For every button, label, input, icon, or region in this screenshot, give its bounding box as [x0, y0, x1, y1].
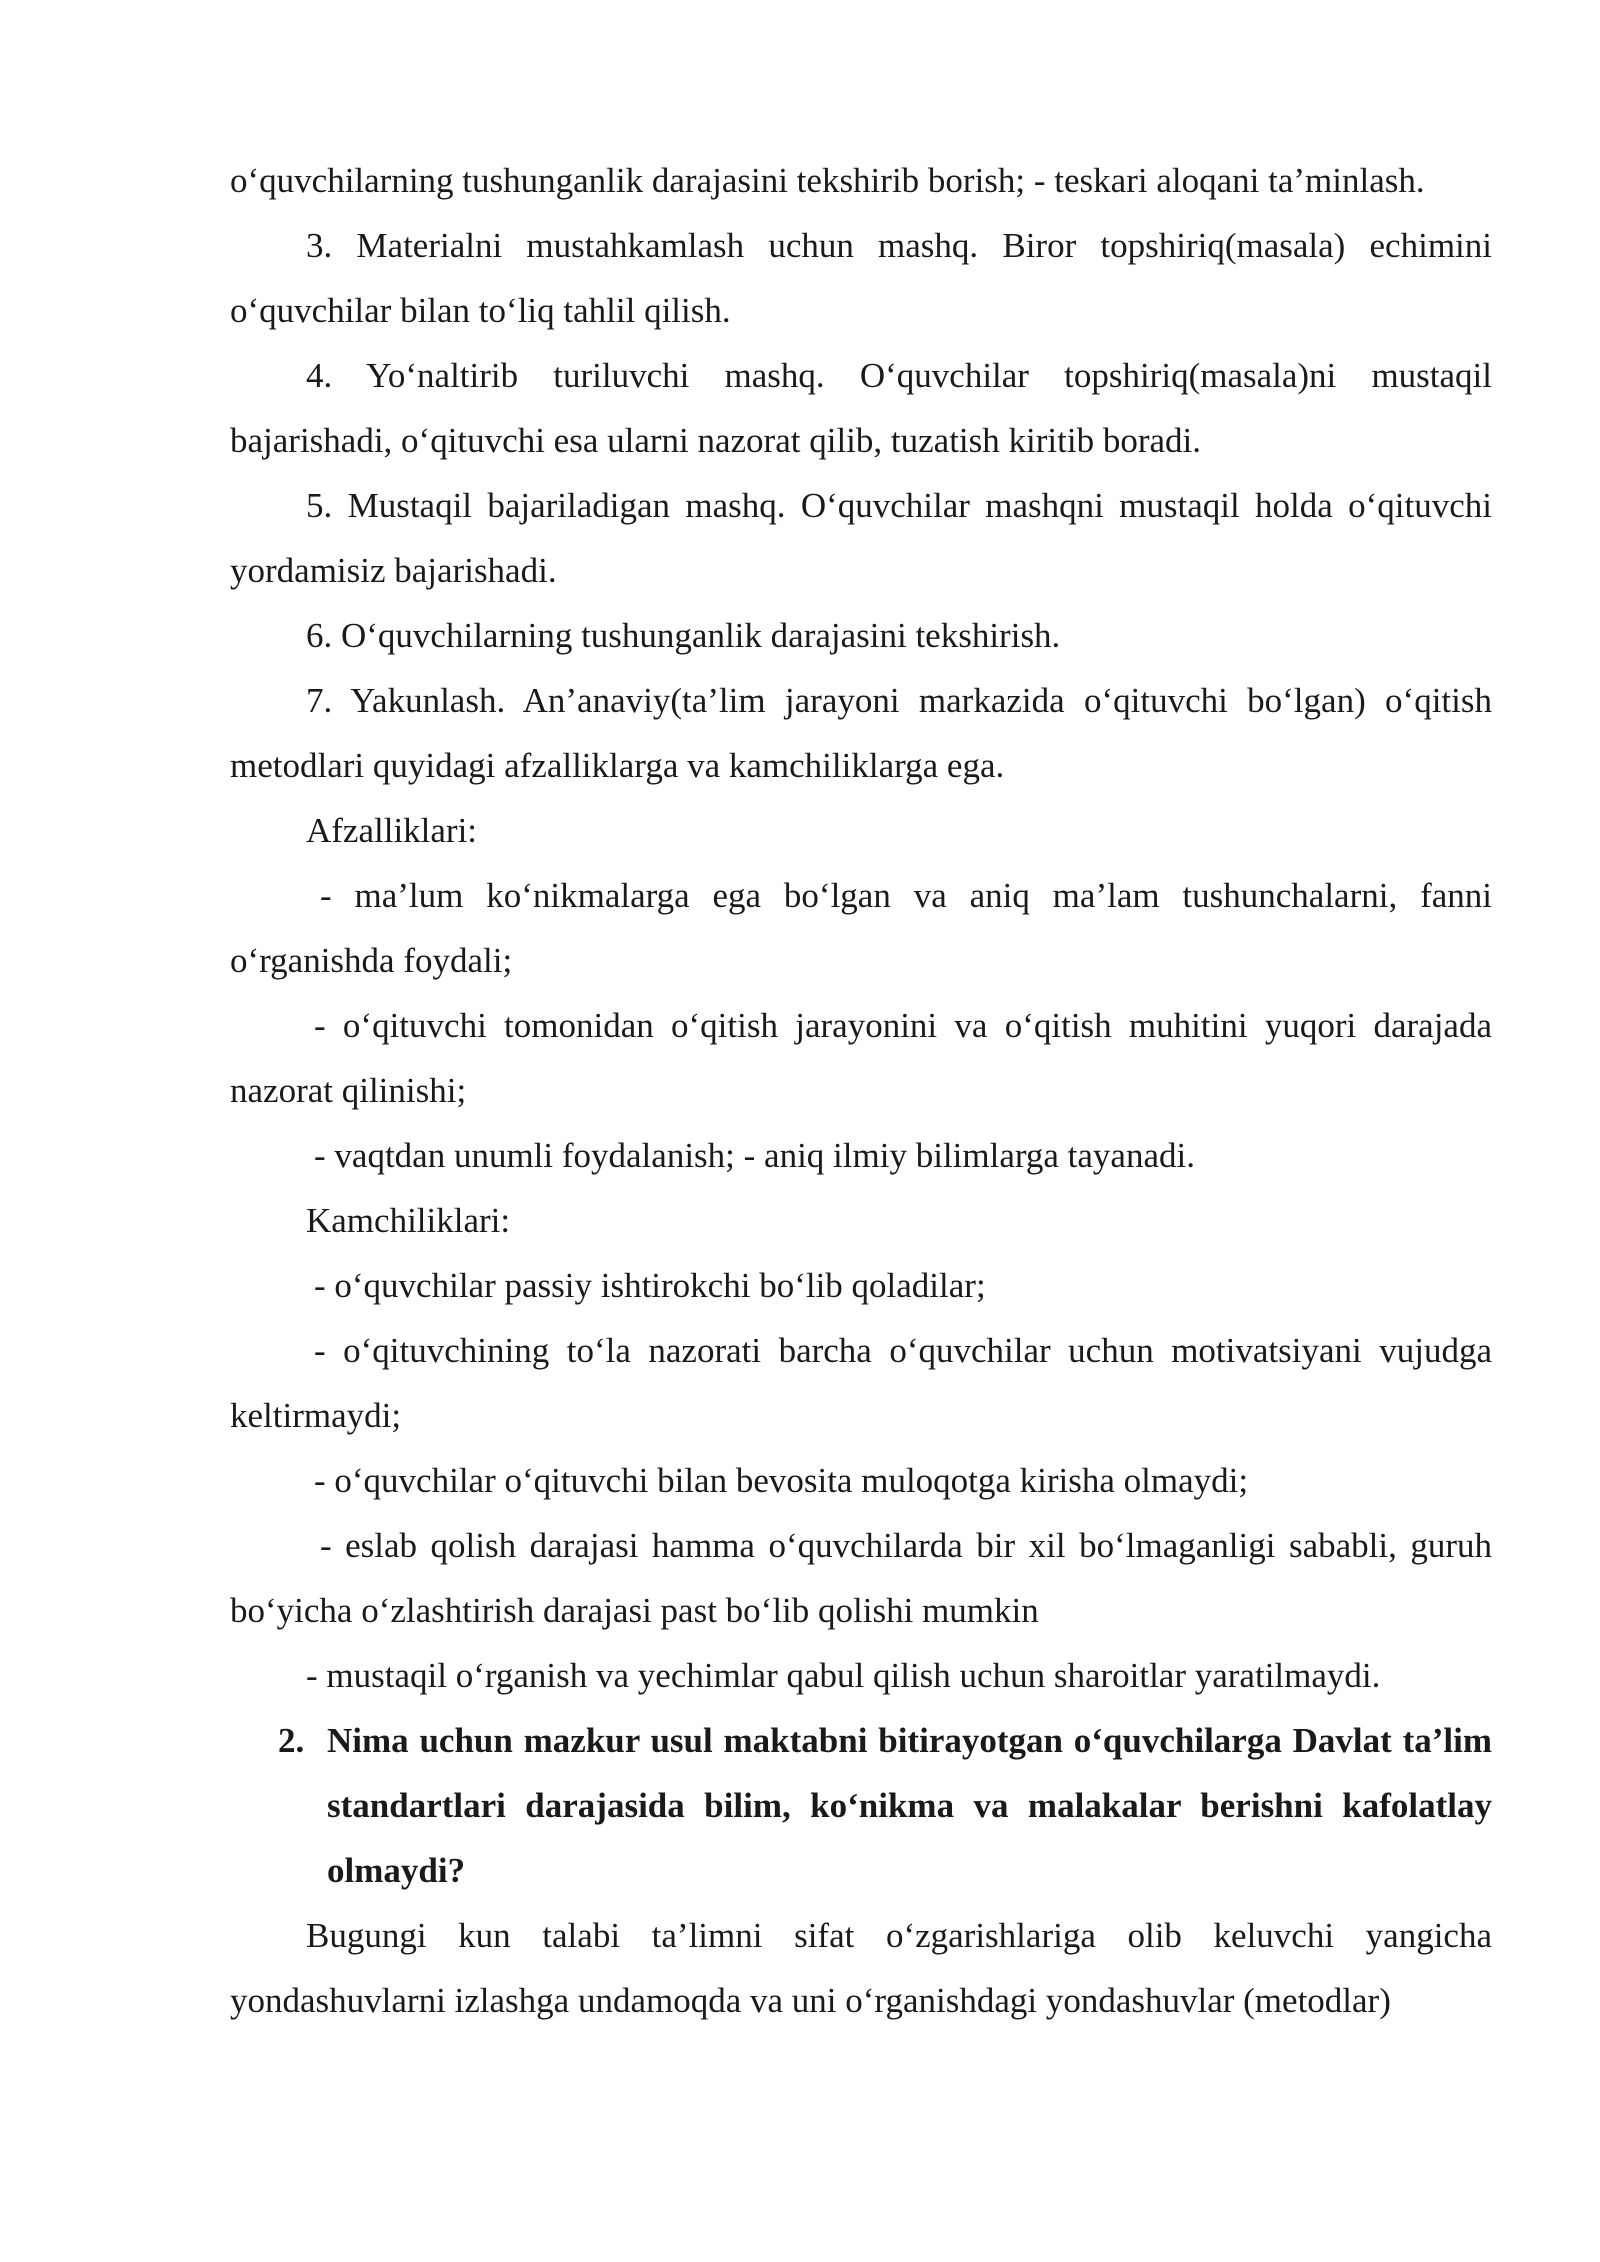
disadvantage-item: - mustaqil o‘rganish va yechimlar qabul qilish uchun sharoitlar yaratilmaydi.	[306, 1656, 1381, 1695]
paragraph-continuation: o‘quvchilarning tushunganlik darajasini tekshirib borish; - teskari aloqani ta’minlash.	[230, 161, 1425, 200]
advantage-item: - vaqtdan unumli foydalanish; - aniq ilmiy bilimlarga tayanadi.	[314, 1136, 1195, 1175]
advantage-item: - o‘qituvchi tomonidan o‘qitish jarayonini va o‘qitish muhitini yuqori darajada nazorat qilinishi;	[230, 1006, 1492, 1110]
paragraph-step-7: 7. Yakunlash. An’anaviy(ta’lim jarayoni markazida o‘qituvchi bo‘lgan) o‘qitish metodlari quyidagi afzalliklarga va kamchiliklarga ega.	[230, 681, 1492, 785]
advantages-heading: Afzalliklari:	[306, 811, 478, 850]
question-text: Nima uchun mazkur usul maktabni bitirayotgan o‘quvchilarga Davlat ta’lim standartlari darajasida bilim, ko‘nikma va malakalar berishni kafolatlay olmaydi?	[327, 1721, 1492, 1890]
disadvantage-item: - eslab qolish darajasi hamma o‘quvchilarda bir xil bo‘lmaganligi sababli, guruh bo‘yicha o‘zlashtirish darajasi past bo‘lib qolishi mumkin	[230, 1526, 1492, 1630]
advantage-item: - ma’lum ko‘nikmalarga ega bo‘lgan va aniq ma’lam tushunchalarni, fanni o‘rganishda foydali;	[230, 876, 1492, 980]
disadvantage-item: - o‘quvchilar o‘qituvchi bilan bevosita muloqotga kirisha olmaydi;	[314, 1461, 1249, 1500]
paragraph-step-3: 3. Materialni mustahkamlash uchun mashq. Biror topshiriq(masala) echimini o‘quvchilar bilan to‘liq tahlil qilish.	[230, 226, 1492, 330]
document-body	[230, 148, 1492, 2033]
paragraph-step-6: 6. O‘quvchilarning tushunganlik darajasini tekshirish.	[306, 616, 1061, 655]
paragraph-step-5: 5. Mustaqil bajariladigan mashq. O‘quvchilar mashqni mustaqil holda o‘qituvchi yordamisiz bajarishadi.	[230, 486, 1492, 590]
question-heading	[230, 1708, 1492, 1903]
paragraph-step-4: 4. Yo‘naltirib turiluvchi mashq. O‘quvchilar topshiriq(masala)ni mustaqil bajarishadi, o‘qituvchi esa ularni nazorat qilib, tuzatish kiritib boradi.	[230, 356, 1492, 460]
disadvantage-item: - o‘qituvchining to‘la nazorati barcha o‘quvchilar uchun motivatsiyani vujudga keltirmaydi;	[230, 1331, 1492, 1435]
disadvantages-heading: Kamchiliklari:	[306, 1201, 511, 1240]
closing-paragraph: Bugungi kun talabi ta’limni sifat o‘zgarishlariga olib keluvchi yangicha yondashuvlarni izlashga undamoqda va uni o‘rganishdagi yondashuvlar (metodlar)	[230, 1916, 1492, 2020]
question-number: 2.	[278, 1721, 305, 1760]
disadvantage-item: - o‘quvchilar passiy ishtirokchi bo‘lib qoladilar;	[314, 1266, 986, 1305]
